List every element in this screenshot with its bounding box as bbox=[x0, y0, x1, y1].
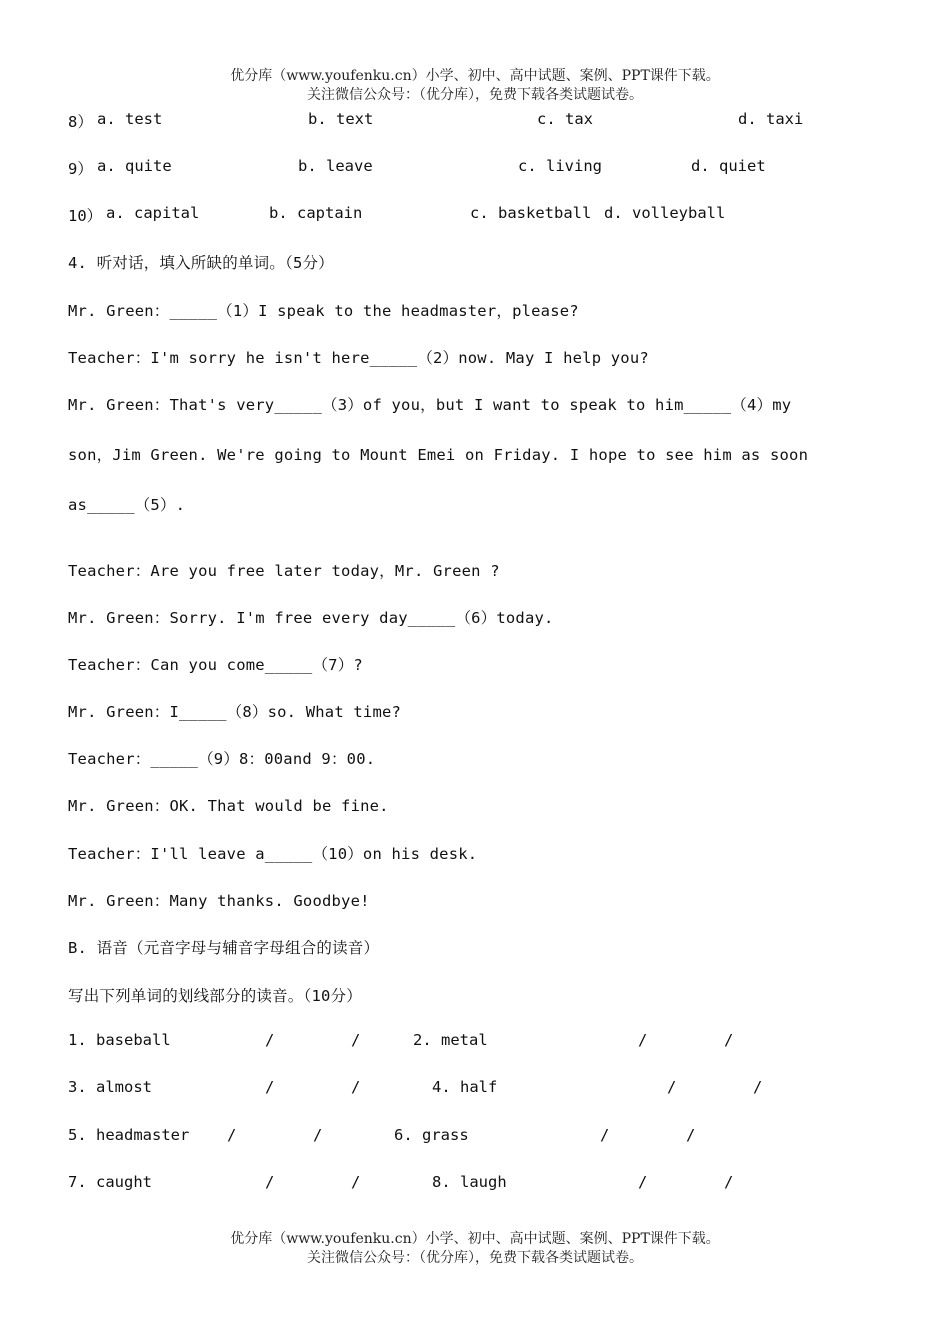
page-header-line-1: 优分库（www.youfenku.cn）小学、初中、高中试题、案例、PPT课件下载。 bbox=[230, 68, 720, 84]
dialogue-line: Mr. Green：_____（1）I speak to the headmaster，please? bbox=[68, 302, 579, 320]
choice-number: 10） bbox=[68, 207, 103, 225]
option-b: b. leave bbox=[298, 157, 373, 175]
option-c: c. living bbox=[518, 157, 602, 175]
page-header-line-2: 关注微信公众号：（优分库），免费下载各类试题试卷。 bbox=[307, 87, 643, 103]
dialogue-line: son，Jim Green. We're going to Mount Emei on Friday. I hope to see him as soon bbox=[68, 446, 809, 464]
phonics-slash: / bbox=[724, 1173, 734, 1191]
option-d: d. volleyball bbox=[604, 204, 726, 222]
dialogue-line: Mr. Green：OK. That would be fine. bbox=[68, 797, 389, 815]
dialogue-line: Teacher：Can you come_____（7）? bbox=[68, 656, 363, 674]
section-4-title: 4. 听对话，填入所缺的单词。（5分） bbox=[68, 254, 334, 272]
phonics-word: 5. headmaster bbox=[68, 1126, 190, 1144]
phonics-word: 6. grass bbox=[394, 1126, 469, 1144]
phonics-slash: / bbox=[351, 1173, 361, 1191]
phonics-word: 8. laugh bbox=[432, 1173, 507, 1191]
phonics-slash: / bbox=[313, 1126, 323, 1144]
phonics-slash: / bbox=[753, 1078, 763, 1096]
phonics-slash: / bbox=[265, 1173, 275, 1191]
phonics-word: 7. caught bbox=[68, 1173, 152, 1191]
option-d: d. taxi bbox=[738, 110, 804, 128]
dialogue-line: Teacher：I'm sorry he isn't here_____（2）now. May I help you? bbox=[68, 349, 649, 367]
phonics-slash: / bbox=[638, 1173, 648, 1191]
phonics-slash: / bbox=[351, 1078, 361, 1096]
phonics-slash: / bbox=[265, 1031, 275, 1049]
choice-number: 9） bbox=[68, 160, 93, 178]
option-a: a. test bbox=[97, 110, 163, 128]
dialogue-line: Mr. Green：Many thanks. Goodbye! bbox=[68, 892, 370, 910]
phonics-slash: / bbox=[600, 1126, 610, 1144]
section-b-instruction: 写出下列单词的划线部分的读音。（10分） bbox=[68, 987, 362, 1005]
option-c: c. tax bbox=[537, 110, 593, 128]
dialogue-line: Teacher：I'll leave a_____（10）on his desk. bbox=[68, 845, 478, 863]
dialogue-line: as_____（5）. bbox=[68, 496, 186, 514]
dialogue-line: Mr. Green：That's very_____（3）of you，but I want to speak to him_____（4）my bbox=[68, 396, 792, 414]
option-b: b. captain bbox=[269, 204, 363, 222]
phonics-slash: / bbox=[724, 1031, 734, 1049]
phonics-slash: / bbox=[686, 1126, 696, 1144]
dialogue-line: Teacher：Are you free later today，Mr. Green ? bbox=[68, 562, 500, 580]
phonics-slash: / bbox=[667, 1078, 677, 1096]
phonics-slash: / bbox=[227, 1126, 237, 1144]
dialogue-line: Mr. Green：Sorry. I'm free every day_____（6）today. bbox=[68, 609, 554, 627]
option-a: a. capital bbox=[106, 204, 200, 222]
option-c: c. basketball bbox=[470, 204, 592, 222]
phonics-word: 1. baseball bbox=[68, 1031, 171, 1049]
page-footer-line-1: 优分库（www.youfenku.cn）小学、初中、高中试题、案例、PPT课件下载。 bbox=[230, 1231, 720, 1247]
option-a: a. quite bbox=[97, 157, 172, 175]
dialogue-line: Teacher：_____（9）8：00and 9：00. bbox=[68, 750, 376, 768]
page-footer-line-2: 关注微信公众号：（优分库），免费下载各类试题试卷。 bbox=[307, 1250, 643, 1266]
phonics-slash: / bbox=[638, 1031, 648, 1049]
phonics-word: 4. half bbox=[432, 1078, 498, 1096]
phonics-word: 2. metal bbox=[413, 1031, 488, 1049]
phonics-word: 3. almost bbox=[68, 1078, 152, 1096]
choice-number: 8） bbox=[68, 113, 93, 131]
option-d: d. quiet bbox=[691, 157, 766, 175]
phonics-slash: / bbox=[265, 1078, 275, 1096]
dialogue-line: Mr. Green：I_____（8）so. What time? bbox=[68, 703, 402, 721]
section-b-title: B. 语音（元音字母与辅音字母组合的读音） bbox=[68, 939, 380, 957]
option-b: b. text bbox=[308, 110, 374, 128]
phonics-slash: / bbox=[351, 1031, 361, 1049]
